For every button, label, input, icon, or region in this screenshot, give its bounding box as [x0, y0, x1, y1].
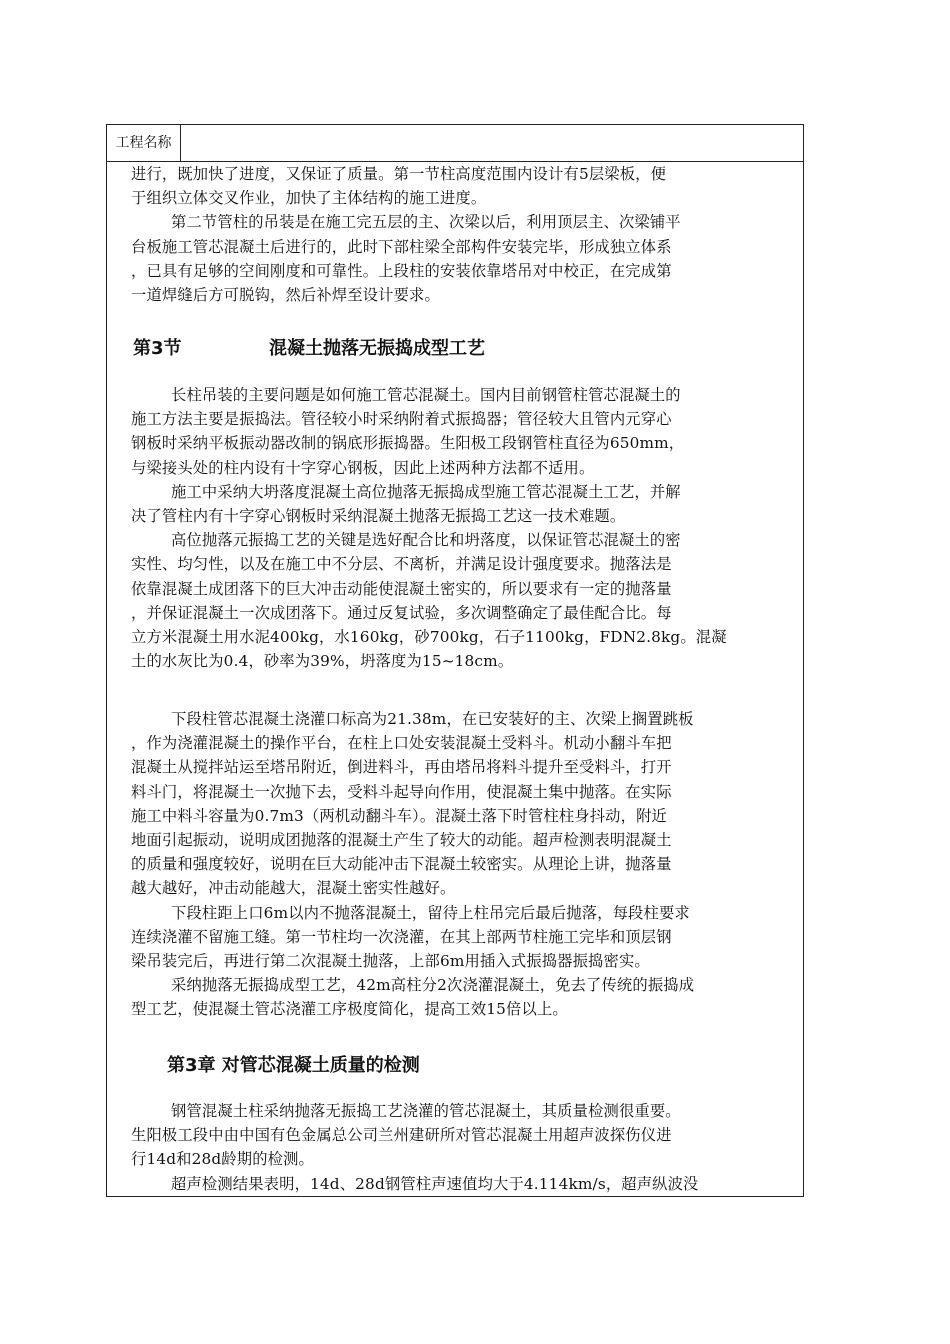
- text-line: 连续浇灌不留施工缝。第一节柱均一次浇灌，在其上部两节柱施工完毕和顶层钢: [131, 927, 672, 946]
- text-line: ，已具有足够的空间刚度和可靠性。上段柱的安装依靠塔吊对中校正，在完成第: [131, 261, 672, 280]
- text-line: 施工方法主要是振捣法。管径较小时采纳附着式振捣器；管径较大且管内元穿心: [131, 410, 672, 429]
- text-line: 生阳极工段中由中国有色金属总公司兰州建研所对管芯混凝土用超声波探伤仪进: [131, 1126, 672, 1145]
- text-line: 越大越好，冲击动能越大，混凝土密实性越好。: [131, 879, 456, 898]
- text-line: 施工中料斗容量为0.7m3（两机动翻斗车）。混凝土落下时管柱柱身抖动，附近: [131, 806, 667, 825]
- paragraph-block-4: [131, 1099, 803, 1196]
- text-line: ，作为浇灌混凝土的操作平台，在柱上口处安装混凝土受料斗。机动小翻斗车把: [131, 734, 672, 753]
- text-line: 下段柱管芯混凝土浇灌口标高为21.38m，在已安装好的主、次梁上搁置跳板: [171, 710, 694, 728]
- text-line: 施工中采纳大坍落度混凝土高位抛落无振捣成型施工管芯混凝土工艺，并解: [171, 482, 681, 501]
- project-name-value: [181, 125, 803, 161]
- text-line: 料斗门，将混凝土一次抛下去，受料斗起导向作用，使混凝土集中抛落。在实际: [131, 782, 672, 801]
- text-line: 采纳抛落无振捣成型工艺，42m高柱分2次浇灌混凝土，免去了传统的振捣成: [171, 976, 695, 995]
- text-line: 立方米混凝土用水泥400kg，水160kg，砂700kg，石子1100kg，FDN2.8kg。混凝: [131, 628, 727, 647]
- text-line: 的质量和强度较好，说明在巨大动能冲击下混凝土较密实。从理论上讲，抛落量: [131, 855, 672, 874]
- text-line: ，并保证混凝土一次成团落下。通过反复试验，多次调整确定了最佳配合比。每: [131, 603, 672, 622]
- text-line: 于组织立体交叉作业，加快了主体结构的施工进度。: [131, 189, 487, 208]
- text-line: 梁吊装完后，再进行第二次混凝土抛落，上部6m用插入式振捣器振捣密实。: [131, 952, 650, 971]
- paragraph-block-1: [131, 162, 803, 307]
- text-line: 型工艺，使混凝土管芯浇灌工序极度简化，提高工效15倍以上。: [131, 1000, 568, 1019]
- text-line: 决了管柱内有十字穿心钢板时采纳混凝土抛落无振捣工艺这一技术难题。: [131, 507, 626, 526]
- paragraph-block-2: [131, 383, 803, 673]
- text-line: 依靠混凝土成团落下的巨大冲击动能使混凝土密实的，所以要求有一定的抛落量: [131, 579, 672, 598]
- text-line: 台板施工管芯混凝土后进行的，此时下部柱梁全部构件安装完毕，形成独立体系: [131, 237, 672, 256]
- chapter-title: 第3章 对管芯混凝土质量的检测: [167, 1055, 420, 1076]
- text-line: 钢板时采纳平板振动器改制的锅底形振捣器。生阳极工段钢管柱直径为650mm，: [131, 434, 685, 453]
- section-title: 混凝土抛落无振捣成型工艺: [269, 338, 485, 359]
- text-line: 混凝土从搅拌站运至塔吊附近，倒进料斗，再由塔吊将料斗提升至受料斗，打开: [131, 758, 672, 777]
- text-line: 行14d和28d龄期的检测。: [131, 1150, 314, 1169]
- text-line: 一道焊缝后方可脱钩，然后补焊至设计要求。: [131, 286, 440, 305]
- section-number: 第3节: [133, 338, 182, 359]
- text-line: 地面引起振动，说明成团抛落的混凝土产生了较大的动能。超声检测表明混凝土: [131, 831, 672, 850]
- text-line: 钢管混凝土柱采纳抛落无振捣工艺浇灌的管芯混凝土，其质量检测很重要。: [171, 1102, 681, 1120]
- text-line: 第二节管柱的吊装是在施工完五层的主、次梁以后，利用顶层主、次梁铺平: [171, 213, 681, 232]
- header-row: [107, 125, 803, 162]
- project-name-label: 工程名称: [107, 125, 181, 161]
- text-line: 土的水灰比为0.4，砂率为39%，坍落度为15~18cm。: [131, 652, 514, 671]
- text-line: 长柱吊装的主要问题是如何施工管芯混凝土。国内目前钢管柱管芯混凝土的: [171, 386, 681, 404]
- text-line: 高位抛落元振捣工艺的关键是选好配合比和坍落度，以保证管芯混凝土的密: [171, 531, 681, 550]
- text-line: 实性、均匀性，以及在施工中不分层、不离析，并满足设计强度要求。抛落法是: [131, 555, 672, 574]
- text-line: 与梁接头处的柱内设有十字穿心钢板，因此上述两种方法都不适用。: [131, 458, 595, 477]
- paragraph-block-3: [131, 707, 803, 1022]
- text-line: 下段柱距上口6m以内不抛落混凝土，留待上柱吊完后最后抛落，每段柱要求: [171, 903, 690, 922]
- text-line: 超声检测结果表明，14d、28d钢管柱声速值均大于4.114km/s，超声纵波没: [171, 1174, 699, 1193]
- form-table: [106, 124, 804, 1197]
- text-line: 进行，既加快了进度，又保证了质量。第一节柱高度范围内设计有5层梁板，便: [131, 165, 667, 183]
